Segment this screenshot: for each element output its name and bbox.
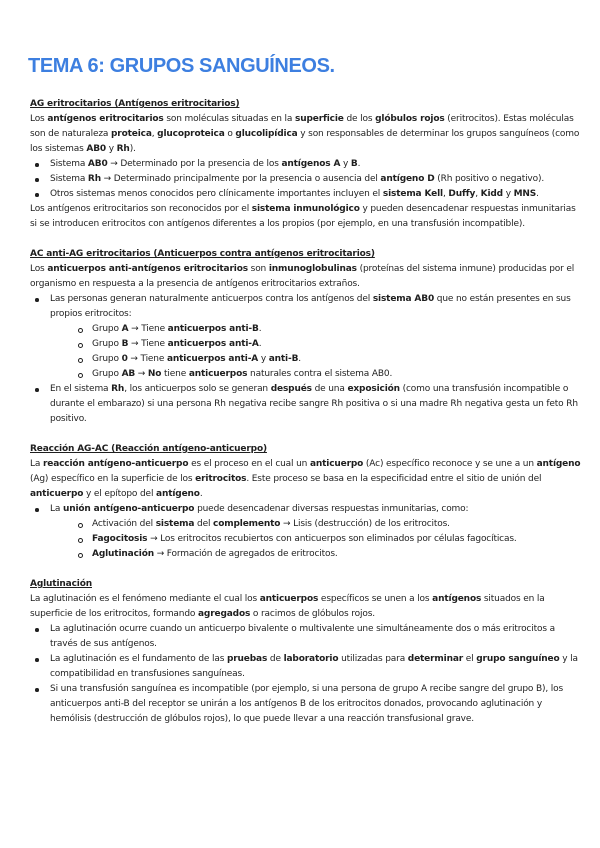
bold-text: pruebas bbox=[226, 654, 268, 664]
bold-text: No bbox=[147, 369, 162, 379]
list-item-text: La unión antígeno-anticuerpo puede desencadenar diversas respuestas inmunitarias, como: bbox=[50, 504, 469, 514]
bold-text: Rh bbox=[116, 144, 130, 154]
bold-text: AB0 bbox=[86, 144, 107, 154]
section-agglutination bbox=[30, 577, 582, 727]
bold-text: grupo sanguíneo bbox=[476, 654, 560, 664]
bold-text: A bbox=[121, 324, 129, 334]
sub-list-item: Fagocitosis → Los eritrocitos recubiertos con anticuerpos son eliminados por células fagocíticas. bbox=[50, 532, 582, 547]
bold-text: Fagocitosis bbox=[92, 534, 148, 544]
bullet-list bbox=[30, 502, 582, 562]
sub-list bbox=[50, 322, 582, 382]
bold-text: anticuerpos bbox=[188, 369, 248, 379]
bold-text: anti-B bbox=[268, 354, 299, 364]
sub-list-item: Grupo 0 → Tiene anticuerpos anti-A y anti-B. bbox=[50, 352, 582, 367]
bold-text: laboratorio bbox=[283, 654, 339, 664]
bold-text: sistema Kell bbox=[382, 189, 443, 199]
list-item: Si una transfusión sanguínea es incompatible (por ejemplo, si una persona de grupo A recibe sangre del grupo B), los anticuerpos anti-B del receptor se unirán a los antígenos B de los eritrocitos donados, provocando aglutinación y hemólisis (destrucción de glóbulos rojos), lo que puede llevar a una reacción transfusional grave. bbox=[30, 682, 582, 727]
list-item-text: Las personas generan naturalmente anticuerpos contra los antígenos del sistema AB0 que no están presentes en sus propios eritrocitos: bbox=[50, 294, 571, 319]
bold-text: sistema AB0 bbox=[372, 294, 435, 304]
sub-list-item: Grupo A → Tiene anticuerpos anti-B. bbox=[50, 322, 582, 337]
bold-text: después bbox=[270, 384, 312, 394]
bold-text: antígeno D bbox=[380, 174, 435, 184]
section-heading: AC anti-AG eritrocitarios (Anticuerpos contra antígenos eritrocitarios) bbox=[30, 249, 375, 259]
bold-text: antígenos eritrocitarios bbox=[47, 114, 164, 124]
bold-text: proteica bbox=[110, 129, 152, 139]
bold-text: Kidd bbox=[480, 189, 503, 199]
bold-text: complemento bbox=[213, 519, 281, 529]
document-title: TEMA 6: GRUPOS SANGUÍNEOS. bbox=[28, 55, 335, 77]
bold-text: antígeno bbox=[156, 489, 200, 499]
bullet-list bbox=[30, 292, 582, 427]
bold-text: inmunoglobulinas bbox=[268, 264, 357, 274]
bold-text: Rh bbox=[87, 174, 101, 184]
bold-text: glucolipídica bbox=[235, 129, 298, 139]
section-reaction bbox=[30, 442, 582, 562]
bold-text: B bbox=[350, 159, 358, 169]
bold-text: Aglutinación bbox=[92, 549, 154, 559]
list-item: Sistema Rh → Determinado principalmente por la presencia o ausencia del antígeno D (Rh positivo o negativo). bbox=[30, 172, 582, 187]
section-antibodies bbox=[30, 247, 582, 427]
bold-text: anticuerpos anti-A bbox=[167, 339, 259, 349]
bold-text: reacción antígeno-anticuerpo bbox=[42, 459, 189, 469]
bold-text: Rh bbox=[111, 384, 125, 394]
list-item bbox=[30, 502, 582, 562]
bold-text: glóbulos rojos bbox=[375, 114, 445, 124]
bold-text: determinar bbox=[407, 654, 464, 664]
bold-text: antígeno bbox=[536, 459, 581, 469]
bold-text: B bbox=[121, 339, 129, 349]
sub-list bbox=[50, 517, 582, 562]
bold-text: anticuerpos bbox=[259, 594, 319, 604]
sub-list-item: Grupo AB → No tiene anticuerpos naturales contra el sistema AB0. bbox=[50, 367, 582, 382]
list-item: Sistema AB0 → Determinado por la presencia de los antígenos A y B. bbox=[30, 157, 582, 172]
sub-list-item: Activación del sistema del complemento → Lisis (destrucción) de los eritrocitos. bbox=[50, 517, 582, 532]
bold-text: glucoproteica bbox=[157, 129, 225, 139]
bullet-list bbox=[30, 622, 582, 727]
bold-text: exposición bbox=[347, 384, 400, 394]
bold-text: anticuerpo bbox=[309, 459, 364, 469]
document-body bbox=[30, 97, 582, 727]
section-antigens bbox=[30, 97, 582, 232]
list-item: En el sistema Rh, los anticuerpos solo se generan después de una exposición (como una transfusión incompatible o durante el embarazo) si una persona Rh negativa recibe sangre Rh positiva o si una madre Rh negativa gesta un feto Rh positivo. bbox=[30, 382, 582, 427]
bold-text: anticuerpo bbox=[30, 489, 84, 499]
list-item bbox=[30, 292, 582, 382]
bold-text: AB0 bbox=[87, 159, 108, 169]
bold-text: agregados bbox=[197, 609, 251, 619]
bold-text: sistema bbox=[155, 519, 195, 529]
bold-text: antígenos bbox=[432, 594, 482, 604]
section-heading: AG eritrocitarios (Antígenos eritrocitarios) bbox=[30, 99, 240, 109]
bold-text: superficie bbox=[294, 114, 344, 124]
paragraph: La aglutinación es el fenómeno mediante el cual los anticuerpos específicos se unen a los antígenos situados en la superficie de los eritrocitos, formando agregados o racimos de glóbulos rojos. bbox=[30, 594, 545, 619]
bold-text: AB bbox=[121, 369, 136, 379]
section-heading: Reacción AG-AC (Reacción antígeno-anticuerpo) bbox=[30, 444, 267, 454]
bold-text: eritrocitos bbox=[195, 474, 247, 484]
sub-list-item: Aglutinación → Formación de agregados de eritrocitos. bbox=[50, 547, 582, 562]
paragraph: Los antígenos eritrocitarios son reconocidos por el sistema inmunológico y pueden desencadenar respuestas inmunitarias si se introducen eritrocitos con antígenos diferentes a los propios (por ejemplo, en una transfusión incompatible). bbox=[30, 204, 576, 229]
bold-text: antígenos A bbox=[281, 159, 341, 169]
bold-text: 0 bbox=[121, 354, 128, 364]
section-heading: Aglutinación bbox=[30, 579, 92, 589]
bold-text: anticuerpos anti-antígenos eritrocitarios bbox=[47, 264, 248, 274]
list-item: La aglutinación ocurre cuando un anticuerpo bivalente o multivalente une simultáneamente dos o más eritrocitos a través de sus antígenos. bbox=[30, 622, 582, 652]
paragraph: Los antígenos eritrocitarios son moléculas situadas en la superficie de los glóbulos rojos (eritrocitos). Estas moléculas son de naturaleza proteica, glucoproteica o glucolipídica y son responsables de determinar los grupos sanguíneos (como los sistemas AB0 y Rh). bbox=[30, 114, 580, 154]
sub-list-item: Grupo B → Tiene anticuerpos anti-A. bbox=[50, 337, 582, 352]
bold-text: anticuerpos anti-B bbox=[167, 324, 259, 334]
bold-text: sistema inmunológico bbox=[251, 204, 360, 214]
paragraph: Los anticuerpos anti-antígenos eritrocitarios son inmunoglobulinas (proteínas del sistema inmune) producidas por el organismo en respuesta a la presencia de antígenos eritrocitarios extraños. bbox=[30, 264, 575, 289]
bullet-list bbox=[30, 157, 582, 202]
list-item: La aglutinación es el fundamento de las pruebas de laboratorio utilizadas para determinar el grupo sanguíneo y la compatibilidad en transfusiones sanguíneas. bbox=[30, 652, 582, 682]
bold-text: anticuerpos anti-A bbox=[166, 354, 259, 364]
bold-text: unión antígeno-anticuerpo bbox=[62, 504, 195, 514]
bold-text: MNS bbox=[513, 189, 537, 199]
paragraph: La reacción antígeno-anticuerpo es el proceso en el cual un anticuerpo (Ac) específico reconoce y se une a un antígeno (Ag) específico en la superficie de los eritrocitos. Este proceso se basa en la especificidad entre el sitio de unión del anticuerpo y el epítopo del antígeno. bbox=[30, 459, 581, 499]
bold-text: Duffy bbox=[448, 189, 476, 199]
list-item: Otros sistemas menos conocidos pero clínicamente importantes incluyen el sistema Kell, Duffy, Kidd y MNS. bbox=[30, 187, 582, 202]
